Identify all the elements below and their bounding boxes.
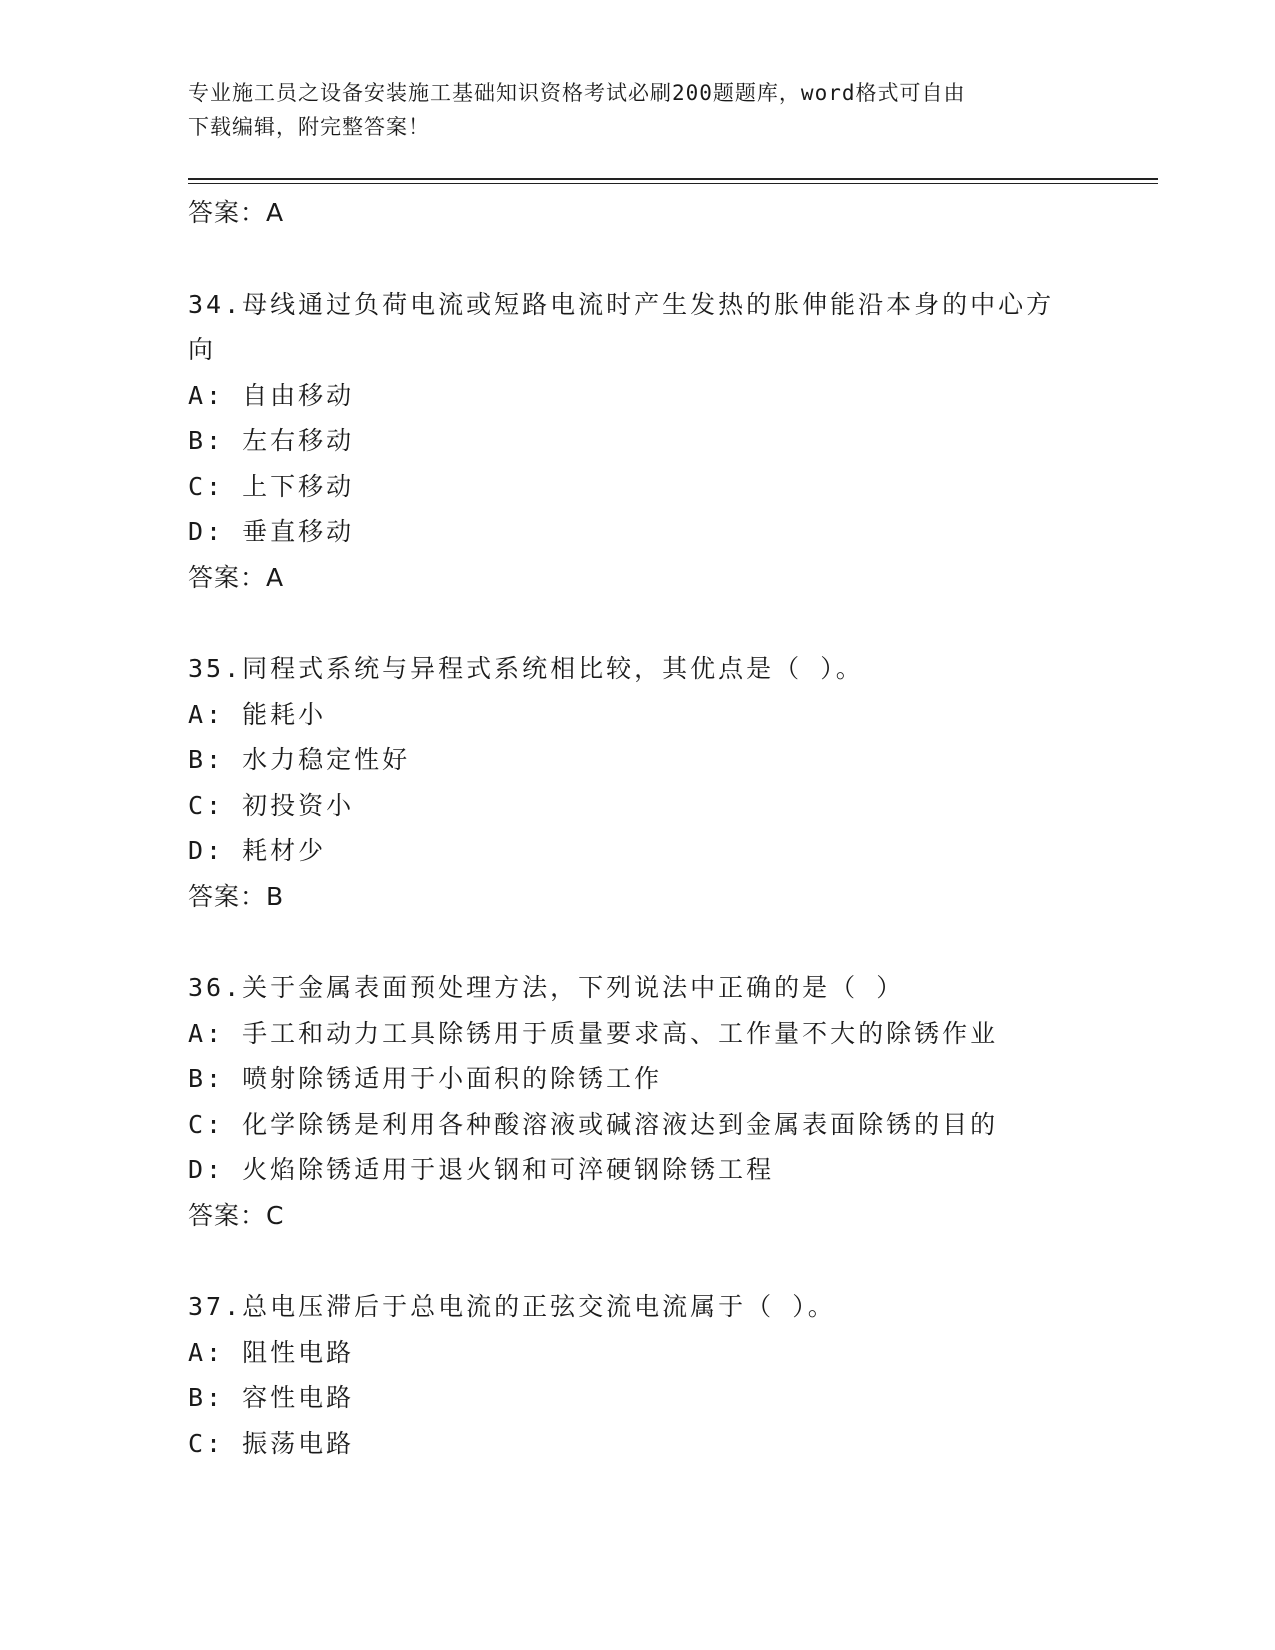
question-stem: 37.总电压滞后于总电流的正弦交流电流属于（ ）。 — [188, 1292, 836, 1321]
answer-line: 答案：C — [188, 1200, 285, 1230]
header-line-1: 专业施工员之设备安装施工基础知识资格考试必刷200题题库，word格式可自由 — [188, 81, 966, 105]
option-d: D: 耗材少 — [188, 836, 327, 865]
answer-line: 答案：A — [188, 198, 285, 227]
option-d: D: 火焰除锈适用于退火钢和可淬硬钢除锈工程 — [188, 1155, 775, 1184]
option-b: B: 水力稳定性好 — [188, 745, 411, 774]
option-b: B: 容性电路 — [188, 1383, 355, 1412]
option-a: A: 自由移动 — [188, 380, 355, 410]
question-block — [188, 282, 1088, 601]
header-divider-thick — [188, 178, 1158, 180]
question-block — [188, 646, 1088, 919]
question-stem: 34.母线通过负荷电流或短路电流时产生发热的胀伸能沿本身的中心方 — [188, 289, 1055, 319]
question-stem: 36.关于金属表面预处理方法，下列说法中正确的是（ ） — [188, 973, 905, 1002]
option-d: D: 垂直移动 — [188, 517, 355, 546]
header-line-2: 下载编辑，附完整答案！ — [188, 115, 430, 139]
option-c: C: 上下移动 — [188, 471, 355, 501]
option-c: C: 化学除锈是利用各种酸溶液或碱溶液达到金属表面除锈的目的 — [188, 1109, 999, 1139]
answer-line: 答案：B — [188, 881, 285, 911]
question-block — [188, 965, 1088, 1238]
page-header — [188, 76, 1068, 144]
question-list — [188, 190, 1088, 1466]
option-a: A: 手工和动力工具除锈用于质量要求高、工作量不大的除锈作业 — [188, 1018, 999, 1048]
question-stem: 35.同程式系统与异程式系统相比较，其优点是（ ）。 — [188, 654, 864, 683]
option-c: C: 振荡电路 — [188, 1428, 355, 1458]
answer-line: 答案：A — [188, 562, 285, 592]
header-divider-thin — [188, 183, 1158, 184]
option-b: B: 左右移动 — [188, 426, 355, 455]
option-b: B: 喷射除锈适用于小面积的除锈工作 — [188, 1064, 663, 1093]
option-a: A: 能耗小 — [188, 699, 327, 729]
question-stem-continued: 向 — [188, 335, 217, 364]
question-block — [188, 1284, 1088, 1466]
option-a: A: 阻性电路 — [188, 1337, 355, 1367]
option-c: C: 初投资小 — [188, 790, 355, 820]
